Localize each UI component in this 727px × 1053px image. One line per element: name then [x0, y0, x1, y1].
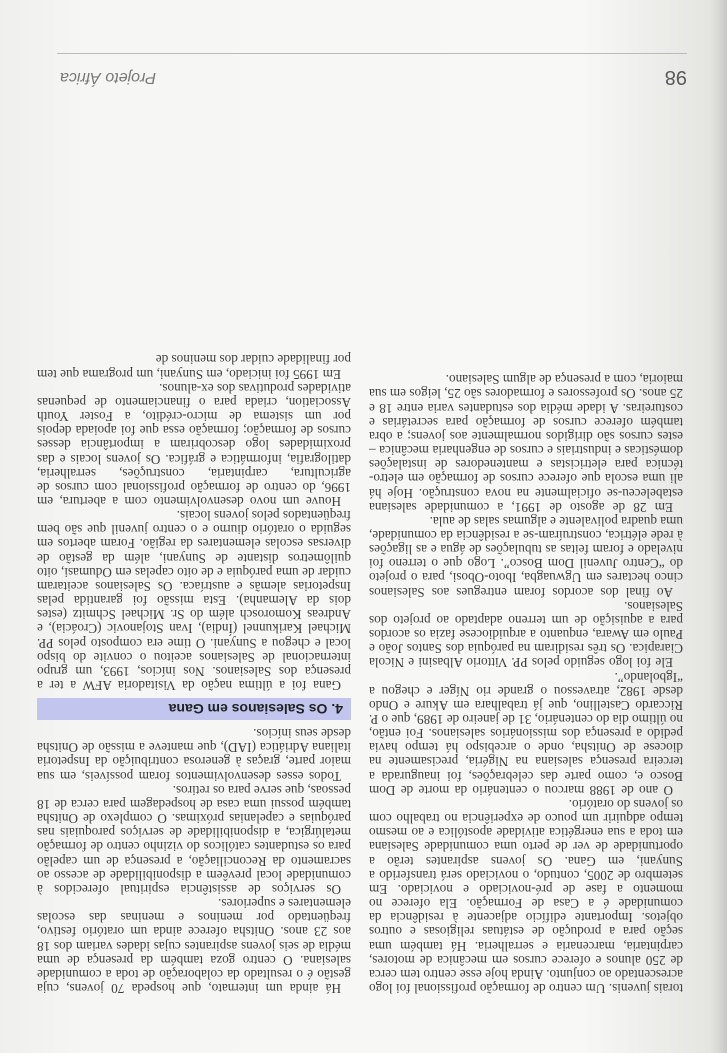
header-rule: [57, 53, 687, 54]
running-title: Projeto África: [60, 69, 157, 86]
left-text-column: [369, 372, 683, 995]
paragraph: Houve um novo desenvolvimento com a abertura, em 1996, do centro de formação profissional com cursos de agricultura, carpintaria, construções, serralheria, datilografia, informática e gráfica. Os jovens locais e das proximidades logo descobriram a importância desses cursos de formação; formação essa que foi apoiada depois por um sistema de micro-crédito, a Foster Youth Association, criada para o financiamento de pequenas atividades produtivas dos ex-alunos.: [37, 380, 351, 509]
paragraph: Em 28 de agosto de 1991, a comunidade salesiana estabeleceu-se oficialmente na nova construção. Hoje há ali uma escola que oferece cursos de formação em eletro-técnica para eletricistas e mantenedores de instalações domésticas e industriais e cursos de engenharia mecânica – estes cursos são dirigidos normalmente aos jovens; a obra também oferece cursos de formação para secretárias e costureiras. A idade média dos estudantes varia entre 18 e 25 anos. Os professores e formadores são 25, leigos em sua maioria, com a presença de algum Salesiano.: [369, 372, 683, 515]
paragraph: Gana foi a última nação da Visitadoria AFW a ter a presença dos Salesianos. Nos inícios, 1993, um grupo internacional de Salesianos aceitou o convite do bispo local e chegou a Sunyani. O time era composto pelos PP. Michael Karikunnel (Índia), Ivan Stojanovic (Croácia), e Andreas Komorosch além do Sr. Michael Schmitz (estes dois da Alemanha). Esta missão foi garantida pelas Inspetorias alemãs e austríaca. Os Salesianos aceitaram cuidar de uma paróquia e de oito capelas em Odumasi, oito quilômetros distante de Sunyani, além da gestão de diversas escolas elementares da região. Foram abertos em seguida o oratório diurno e o centro juvenil que são bem freqüentados pelos jovens locais.: [37, 508, 351, 694]
page-number: 98: [664, 66, 687, 88]
paragraph: Todos esses desenvolvimentos foram possíveis, em sua maior parte, graças à generosa contribuição da Inspetoria italiana Adriática (IAD), que manteve a missão de Onitsha desde seus inícios.: [37, 726, 351, 784]
section-heading: 4. Os Salesianos em Gana: [37, 698, 351, 720]
paragraph: torais juvenis. Um centro de formação profissional foi logo acrescentado ao conjunto. Ainda hoje esse centro tem cerca de 250 alunos e oferece cursos em mecânica de motores, carpintaria, marcenaria e serralheria. Há também uma seção para a produção de estátuas religiosas e outros objetos. Importante edifício adjacente à residência da comunidade é a Casa de Formação. Ela oferece no momento a fase de pré-noviciado e noviciado. Em setembro de 2005, contudo, o noviciado será transferido a Sunyani, em Gana. Os jovens aspirantes terão a oportunidade de ver de perto uma comunidade Salesiana em toda a sua energética atividade apostólica e ao mesmo tempo adquirir um pouco de experiência no trabalho com os jovens do oratório.: [369, 796, 683, 996]
paragraph: Há ainda um internato, que hospeda 70 jovens, cuja gestão é o resultado da colaboração de toda a comunidade salesiana. O centro goza também da presença de uma média de seis jovens aspirantes cujas idades variam dos 18 aos 23 anos. Onitsha oferece ainda um oratório festivo, freqüentado por meninos e meninas das escolas elementares e superiores.: [37, 896, 351, 996]
paragraph: Ao final dos acordos foram entregues aos Salesianos cinco hectares em Ugwuagba, Iboto-Obosi, para o projeto do “Centro Juvenil Dom Bosco”. Logo que o terreno foi nivelado e foram feitas as tubulações de água e as ligações à rede elétrica, construíram-se a residência da comunidade, uma quadra polivalente e algumas salas de aula.: [369, 513, 683, 600]
right-text-column: [37, 352, 351, 995]
paragraph: Em 1995 foi iniciado, em Sunyani, um programa que tem por finalidade cuidar dos meninos de: [37, 352, 351, 382]
paragraph: O ano de 1988 marcou o centenário da morte de Dom Bosco e, como parte das celebrações, foi inaugurada a terceira presença salesiana na Nigéria, precisamente na diocese de Onitsha, onde o arcebispo há tempo havia pedido a presença dos missionários salesianos. Foi então, no último dia do centenário, 31 de janeiro de 1989, que o P. Riccardo Castellino, que já trabalhara em Akure e Ondo desde 1982, atravessou o grande rio Níger e chegou a “Igbolando”.: [369, 669, 683, 798]
page-header: [0, 58, 727, 88]
paragraph: Os serviços de assistência espiritual oferecidos à comunidade local prevêem a disponibilidade de acesso ao sacramento da Reconciliação, a presença de um capelão para os estudantes católicos do vizinho centro de formação metalúrgica, a disponibilidade de serviços paroquiais nas paróquias e capelanias próximas. O complexo de Onitsha também possui uma casa de hospedagem para cerca de 18 pessoas, que serve para os retiros.: [37, 782, 351, 897]
paragraph: Ele foi logo seguido pelos PP. Vittorio Albasini e Nicola Ciarapica. Os três residiram na paróquia dos Santos João e Paulo em Awara, enquanto a arquidiocese fazia os acordos para a aquisição de um terreno adaptado ao projeto dos Salesianos.: [369, 598, 683, 671]
